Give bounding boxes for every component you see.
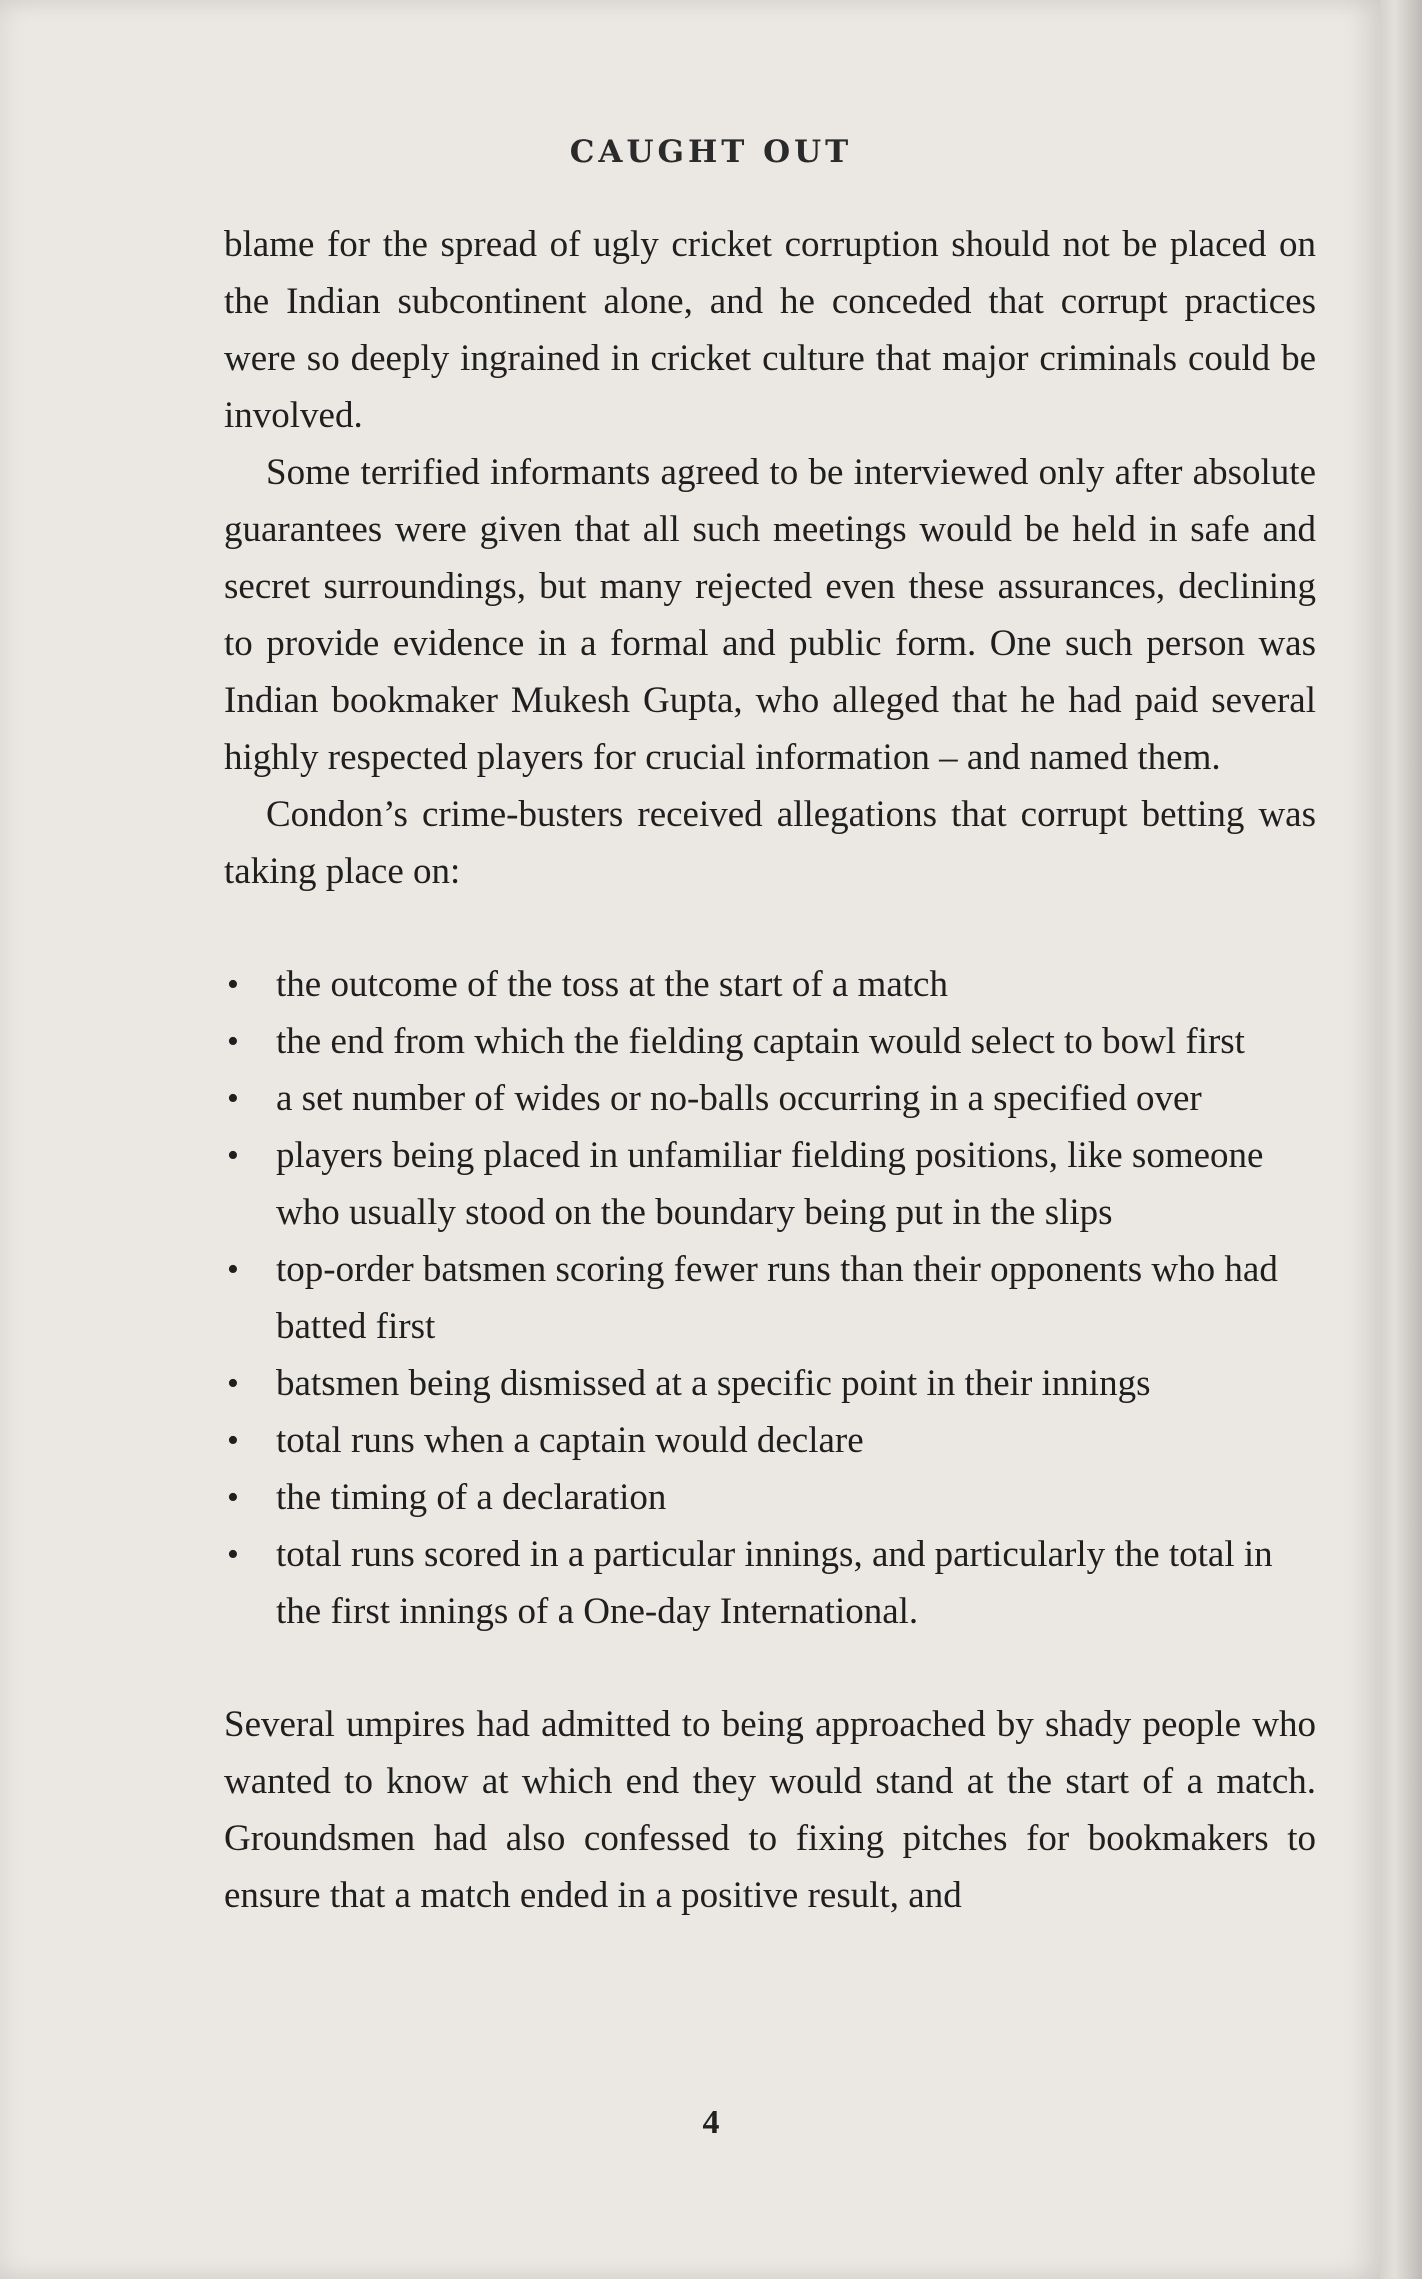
running-head: CAUGHT OUT xyxy=(569,134,853,170)
list-item-text: the timing of a declaration xyxy=(276,1477,667,1518)
paragraph-informants: Some terrified informants agreed to be interviewed only after absolute guarantees were given that all such meetings would be held in safe and secret surroundings, but many rejected even these assurances, declining to provide evidence in a formal and public form. One such person was Indian bookmaker Mukesh Gupta, who alleged that he had paid several highly respected players for crucial information – and named them. xyxy=(224,452,1316,778)
bullet-icon: • xyxy=(227,1080,239,1117)
bullet-icon: • xyxy=(227,1023,239,1060)
list-item xyxy=(224,1526,1316,1640)
bullet-icon: • xyxy=(227,1536,239,1573)
body-text xyxy=(224,216,1316,1924)
paragraph-continued: blame for the spread of ugly cricket corruption should not be placed on the Indian subcontinent alone, and he conceded that corrupt practices were so deeply ingrained in cricket culture that major criminals could be involved. xyxy=(224,224,1316,436)
list-item-text: batsmen being dismissed at a specific point in their innings xyxy=(276,1363,1151,1404)
list-item xyxy=(224,956,1316,1013)
list-item xyxy=(224,1070,1316,1127)
list-item-text: the outcome of the toss at the start of a match xyxy=(276,964,948,1005)
page-edge xyxy=(1380,0,1422,2279)
list-item xyxy=(224,1469,1316,1526)
list-item xyxy=(224,1412,1316,1469)
bullet-icon: • xyxy=(227,1137,239,1174)
paragraph-allegations-intro: Condon’s crime-busters received allegations that corrupt betting was taking place on: xyxy=(224,794,1316,892)
list-item-text: total runs scored in a particular innings, and particularly the total in the first innings of a One-day International. xyxy=(276,1534,1273,1632)
allegations-list xyxy=(224,956,1316,1640)
list-item-text: total runs when a captain would declare xyxy=(276,1420,864,1461)
bullet-icon: • xyxy=(227,1365,239,1402)
list-item-text: players being placed in unfamiliar fielding positions, like someone who usually stood on the boundary being put in the slips xyxy=(276,1135,1264,1233)
list-item xyxy=(224,1241,1316,1355)
list-item-text: the end from which the fielding captain would select to bowl first xyxy=(276,1021,1245,1062)
bullet-icon: • xyxy=(227,1479,239,1516)
bullet-icon: • xyxy=(227,1251,239,1288)
list-item-text: a set number of wides or no-balls occurring in a specified over xyxy=(276,1078,1202,1119)
paragraph-umpires: Several umpires had admitted to being approached by shady people who wanted to know at which end they would stand at the start of a match. Groundsmen had also confessed to fixing pitches for bookmakers to ensure that a match ended in a positive result, and xyxy=(224,1704,1316,1916)
list-item xyxy=(224,1127,1316,1241)
bullet-icon: • xyxy=(227,966,239,1003)
bullet-icon: • xyxy=(227,1422,239,1459)
list-item xyxy=(224,1355,1316,1412)
list-item-text: top-order batsmen scoring fewer runs than their opponents who had batted first xyxy=(276,1249,1278,1347)
list-item xyxy=(224,1013,1316,1070)
page-number: 4 xyxy=(702,2104,720,2141)
